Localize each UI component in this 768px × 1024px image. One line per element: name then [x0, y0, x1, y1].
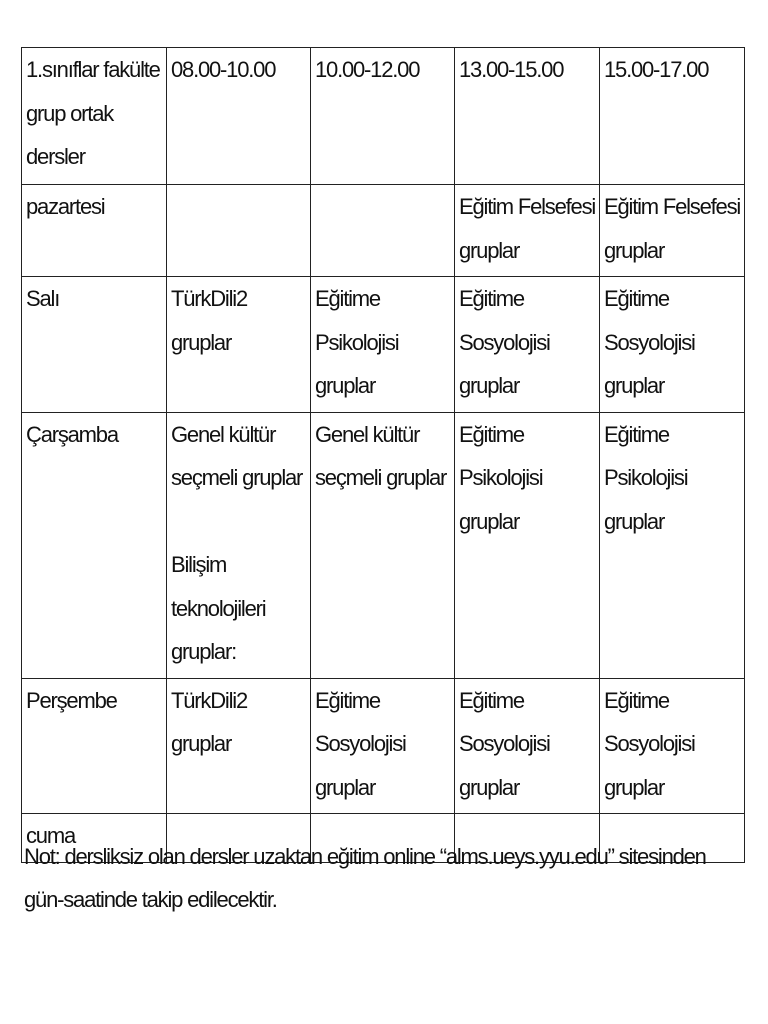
table-cell: Eğitime Sosyolojisi gruplar [600, 277, 745, 413]
table-cell: Eğitim Felsefesi gruplar [455, 185, 600, 277]
footnote: Not: dersliksiz olan dersler uzaktan eğitim online “alms.ueys.yyu.edu” sitesinden gün-saatinde takip edilecektir. [24, 844, 706, 912]
day-cell: pazartesi [22, 185, 167, 277]
table-row-persembe [22, 678, 745, 814]
header-cell-slot-3: 13.00-15.00 [455, 48, 600, 185]
header-cell-title: 1.sınıflar fakülte grup ortak dersler [22, 48, 167, 185]
table-cell: TürkDili2 gruplar [167, 678, 311, 814]
header-cell-slot-2: 10.00-12.00 [311, 48, 455, 185]
table-cell: Genel kültür seçmeli gruplar [311, 412, 455, 678]
table-cell: Eğitime Sosyolojisi gruplar [455, 277, 600, 413]
table-cell: Eğitime Psikolojisi gruplar [600, 412, 745, 678]
table-cell: Eğitime Sosyolojisi gruplar [600, 678, 745, 814]
table-cell: TürkDili2 gruplar [167, 277, 311, 413]
table-row-carsamba [22, 412, 745, 678]
table-cell: Eğitime Sosyolojisi gruplar [311, 678, 455, 814]
table-cell: Eğitime Psikolojisi gruplar [455, 412, 600, 678]
table-cell [311, 185, 455, 277]
day-cell: Çarşamba [22, 412, 167, 678]
header-cell-slot-4: 15.00-17.00 [600, 48, 745, 185]
schedule-table [21, 47, 745, 863]
table-cell [167, 185, 311, 277]
table-cell: Genel kültür seçmeli gruplar Bilişim teknolojileri gruplar: [167, 412, 311, 678]
day-cell: cuma [22, 814, 167, 863]
table-row-sali [22, 277, 745, 413]
table-cell: Eğitime Psikolojisi gruplar [311, 277, 455, 413]
header-cell-slot-1: 08.00-10.00 [167, 48, 311, 185]
table-cell: Eğitim Felsefesi gruplar [600, 185, 745, 277]
day-cell: Perşembe [22, 678, 167, 814]
table-cell: Eğitime Sosyolojisi gruplar [455, 678, 600, 814]
header-row [22, 48, 745, 185]
day-cell: Salı [22, 277, 167, 413]
table-row-pazartesi [22, 185, 745, 277]
